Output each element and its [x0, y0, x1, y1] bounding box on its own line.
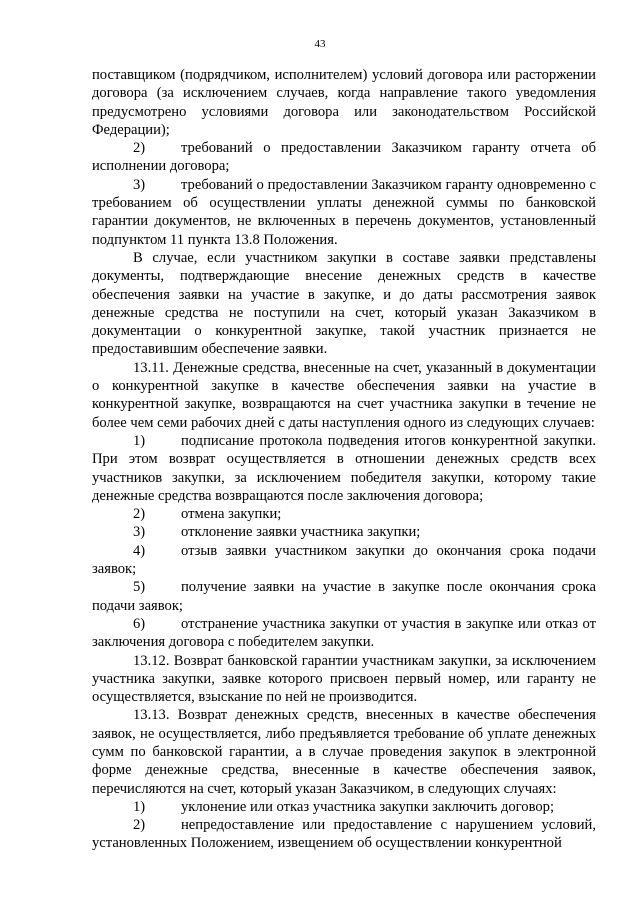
list-item-number: 4) [133, 542, 146, 559]
list-item [92, 798, 596, 816]
list-item-number: 3) [133, 524, 146, 541]
list-item-text: получение заявки на участие в закупке после окончания срока подачи заявок; [92, 579, 596, 614]
paragraph: 13.11. Денежные средства, внесенные на счет, указанный в документации о конкурентной закупке в качестве обеспечения заявки на участие в конкурентной закупке, возвращаются на счет участника закупки в течение не более чем семи рабочих дней с даты наступления одного из следующих случаев: [92, 359, 596, 431]
paragraph: В случае, если участником закупки в составе заявки представлены документы, подтверждающие внесение денежных средств в качестве обеспечения заявки на участие в закупке, и до даты рассмотрения заявок денежные средства не поступили на счет, который указан Заказчиком в документации о конкурентной закупке, такой участник признается не предоставившим обеспечение заявки. [92, 249, 596, 358]
list-item-text: требований о предоставлении Заказчиком гаранту одновременно с требованием об осуществлении уплаты денежной суммы по банковской гарантии документов, не включенных в перечень документов, установленный подпунктом 11 пункта 13.8 Положения. [92, 176, 596, 248]
list-item [92, 523, 596, 541]
list-item-number: 2) [133, 140, 146, 157]
list-item-number: 1) [133, 432, 146, 449]
list-item-text: отмена закупки; [181, 506, 282, 523]
list-item-number: 3) [133, 176, 146, 193]
paragraph-continuation: поставщиком (подрядчиком, исполнителем) условий договора или расторжении договора (за исключением случаев, когда направление такого уведомления предусмотрено условиями договора или законодательством Российской Федерации); [92, 67, 596, 138]
list-item [92, 542, 596, 579]
list-item [92, 615, 596, 652]
list-item-text: требований о предоставлении Заказчиком гаранту отчета об исполнении договора; [92, 140, 596, 175]
page-number: 43 [314, 38, 326, 50]
paragraph: 13.13. Возврат денежных средств, внесенных в качестве обеспечения заявок, не осуществляется, либо предъявляется требование об уплате денежных сумм по банковской гарантии, а в случае проведения закупок в электронной форме денежные средства, внесенные в качестве обеспечения заявок, перечисляются на счет, который указан Заказчиком, в следующих случаях: [92, 707, 596, 797]
list-item [92, 139, 596, 176]
list-item-number: 1) [133, 798, 146, 815]
list-item-number: 5) [133, 579, 146, 596]
paragraph: 13.12. Возврат банковской гарантии участникам закупки, за исключением участника закупки, заявке которого присвоен первый номер, или гаранту не осуществляется, взыскание по ней не производится. [92, 652, 596, 706]
list-item-text: подписание протокола подведения итогов конкурентной закупки. При этом возврат осуществляется в отношении денежных средств всех участников закупки, за исключением победителя закупки, которому такие денежные средства возвращаются после заключения договора; [92, 432, 596, 504]
list-item-text: уклонение или отказ участника закупки заключить договор; [181, 798, 555, 815]
list-item-number: 6) [133, 615, 146, 632]
list-item-number: 2) [133, 506, 146, 523]
list-item-text: отклонение заявки участника закупки; [181, 524, 421, 541]
list-item-text: отзыв заявки участником закупки до окончания срока подачи заявок; [92, 542, 596, 578]
list-item-number: 2) [133, 817, 146, 834]
list-item-text: непредоставление или предоставление с нарушением условий, установленных Положением, извещением об осуществлении конкурентной [92, 817, 596, 852]
list-item [92, 816, 596, 853]
list-item [92, 505, 596, 523]
list-item [92, 578, 596, 615]
list-item-text: отстранение участника закупки от участия в закупке или отказ от заключения договора с победителем закупки. [92, 615, 596, 651]
document-body [92, 66, 596, 853]
list-item [92, 432, 596, 505]
list-item [92, 176, 596, 249]
